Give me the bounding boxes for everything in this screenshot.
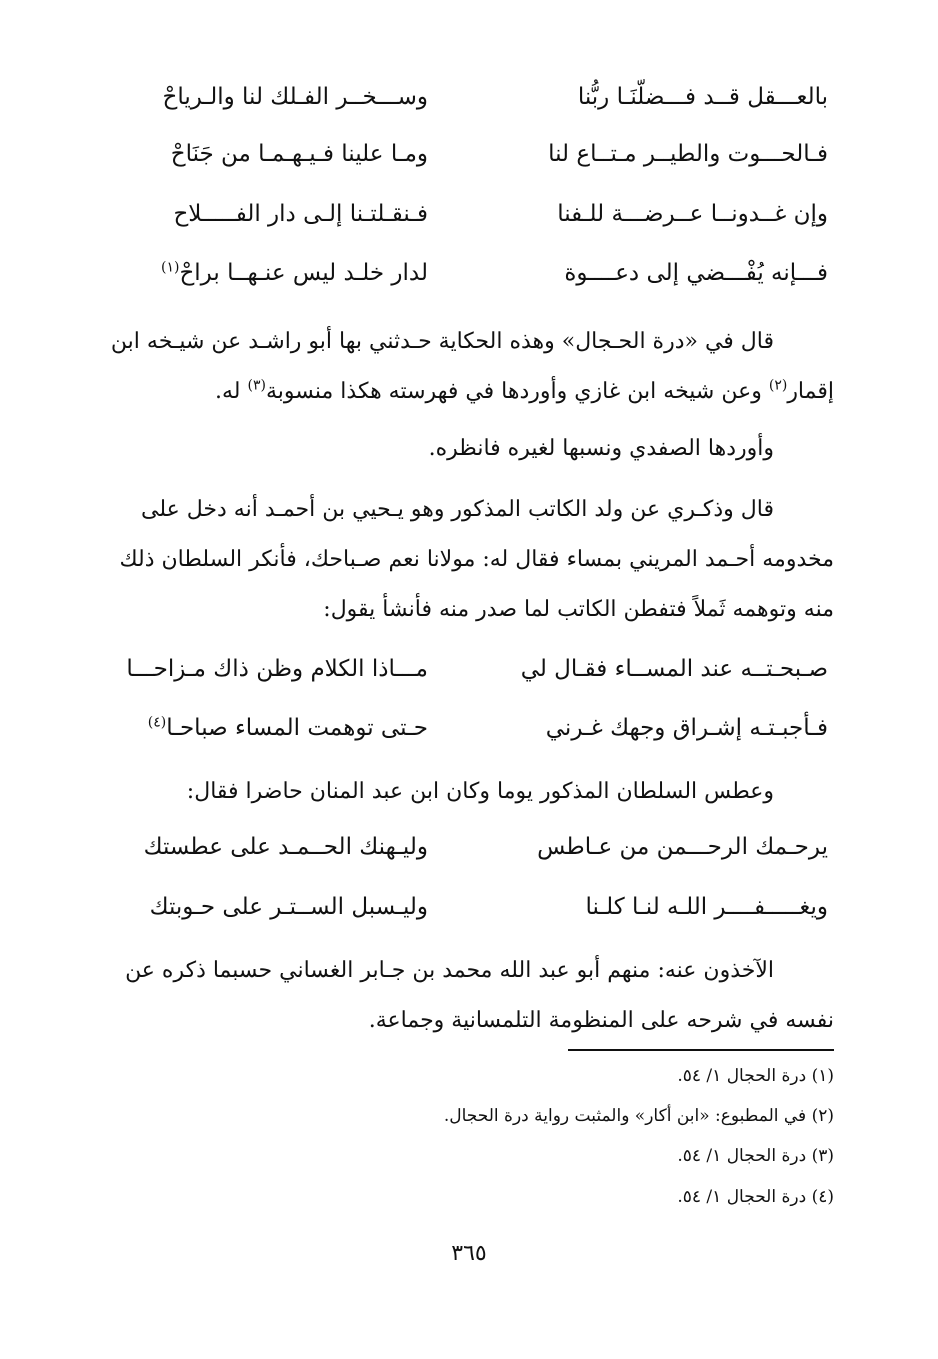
verse-line bbox=[108, 887, 828, 927]
paragraph-line: نفسه في شرحه على المنظومة التلمسانية وجماعة. bbox=[368, 1008, 834, 1033]
verse-line bbox=[108, 77, 828, 117]
verse-text: حـتى توهمت المساء صباحـا bbox=[166, 715, 428, 741]
footnote: (١) درة الحجال ١/ ٥٤. bbox=[677, 1066, 834, 1086]
verse-line bbox=[108, 253, 828, 293]
verse-second-hemistich: وليـسبل الســتـر على حـوبتك bbox=[149, 894, 428, 920]
paragraph-line: مخدومه أحـمد المريني بمساء فقال له: مولانا نعم صـباحك، فأنكر السلطان ذلك bbox=[119, 547, 834, 572]
footnote-marker: (٤) bbox=[147, 714, 167, 731]
paragraph bbox=[104, 424, 834, 474]
verse-second-hemistich: وســـخــر الفـلك لنا والـرياحْ bbox=[162, 84, 428, 110]
verse-line bbox=[108, 194, 828, 234]
verse-first-hemistich: فـأجبـتـه إشـراق وجهك غـرني bbox=[545, 715, 828, 741]
footnote-marker: (٢) bbox=[768, 377, 788, 394]
paragraph bbox=[104, 317, 834, 417]
footnote-separator bbox=[568, 1049, 834, 1051]
verse-second-hemistich bbox=[108, 253, 428, 293]
verse-line bbox=[108, 827, 828, 867]
verse-first-hemistich: بالعـــقل قــد فـــضلّنَـا ربُّنا bbox=[577, 84, 828, 110]
footnote-marker: (١) bbox=[160, 259, 180, 276]
paragraph bbox=[104, 767, 834, 817]
footnote: (٢) في المطبوع: «ابن أكار» والمثبت رواية درة الحجال. bbox=[443, 1106, 834, 1126]
verse-first-hemistich: يرحـمك الرحـــمن من عـاطس bbox=[537, 834, 828, 860]
verse-first-hemistich: فـــإنه يُفْـــضي إلى دعــــوة bbox=[564, 260, 828, 286]
verse-second-hemistich bbox=[108, 708, 428, 748]
paragraph-line bbox=[104, 367, 834, 417]
verse-first-hemistich: صـبحـتــه عند المســاء فقـال لي bbox=[520, 656, 828, 682]
footnote: (٣) درة الحجال ١/ ٥٤. bbox=[677, 1146, 834, 1166]
text-run: وعن شيخه ابن غازي وأوردها في فهرسته هكذا منسوبة bbox=[265, 379, 769, 404]
footnote-marker: (٣) bbox=[247, 377, 266, 394]
verse-first-hemistich: ويغـــــفــــر اللـه لنـا كلـنا bbox=[585, 894, 828, 920]
paragraph bbox=[104, 485, 834, 635]
verse-line bbox=[108, 649, 828, 689]
verse-first-hemistich: وإن غــدونــا عــرضـــة للـفنا bbox=[557, 201, 828, 227]
paragraph-line: قال وذكـري عن ولد الكاتب المذكور وهو يـحيي بن أحمـد أنه دخل على bbox=[141, 497, 774, 522]
text-run: له. bbox=[215, 379, 248, 404]
verse-second-hemistich: مـــاذا الكلام وظن ذاك مـزاحـــا bbox=[126, 656, 428, 682]
verse-text: لدار خلـد ليس عنـهــا براحْ bbox=[179, 260, 428, 286]
paragraph-line: وعطس السلطان المذكور يوما وكان ابن عبد المنان حاضرا فقال: bbox=[186, 779, 774, 804]
verse-first-hemistich: فـالحـــوت والطيــر مـتــاع لنا bbox=[548, 141, 828, 167]
page-number: ٣٦٥ bbox=[451, 1241, 487, 1266]
verse-second-hemistich: فـنقـلتـنا إلـى دار الفـــــلاح bbox=[173, 201, 428, 227]
verse-line bbox=[108, 134, 828, 174]
verse-line bbox=[108, 708, 828, 748]
paragraph-line: منه وتوهمه ثَملاً فتفطن الكاتب لما صدر منه فأنشأ يقول: bbox=[323, 597, 834, 622]
footnote: (٤) درة الحجال ١/ ٥٤. bbox=[677, 1187, 834, 1207]
paragraph-line: قال في «درة الحـجال» وهذه الحكاية حـدثني بها أبو راشـد عن شيـخه ابن bbox=[110, 329, 774, 354]
paragraph bbox=[104, 946, 834, 1046]
verse-second-hemistich: وليـهنك الحــمـد على عطستك bbox=[143, 834, 428, 860]
paragraph-line: الآخذون عنه: منهم أبو عبد الله محمد بن جـابر الغساني حسبما ذكره عن bbox=[125, 958, 774, 983]
verse-second-hemistich: ومـا علينا فـيـهـمـا من جَنَاحْ bbox=[170, 141, 428, 167]
paragraph-line: وأوردها الصفدي ونسبها لغيره فانظره. bbox=[428, 436, 774, 461]
text-run: إقمار bbox=[787, 379, 834, 404]
